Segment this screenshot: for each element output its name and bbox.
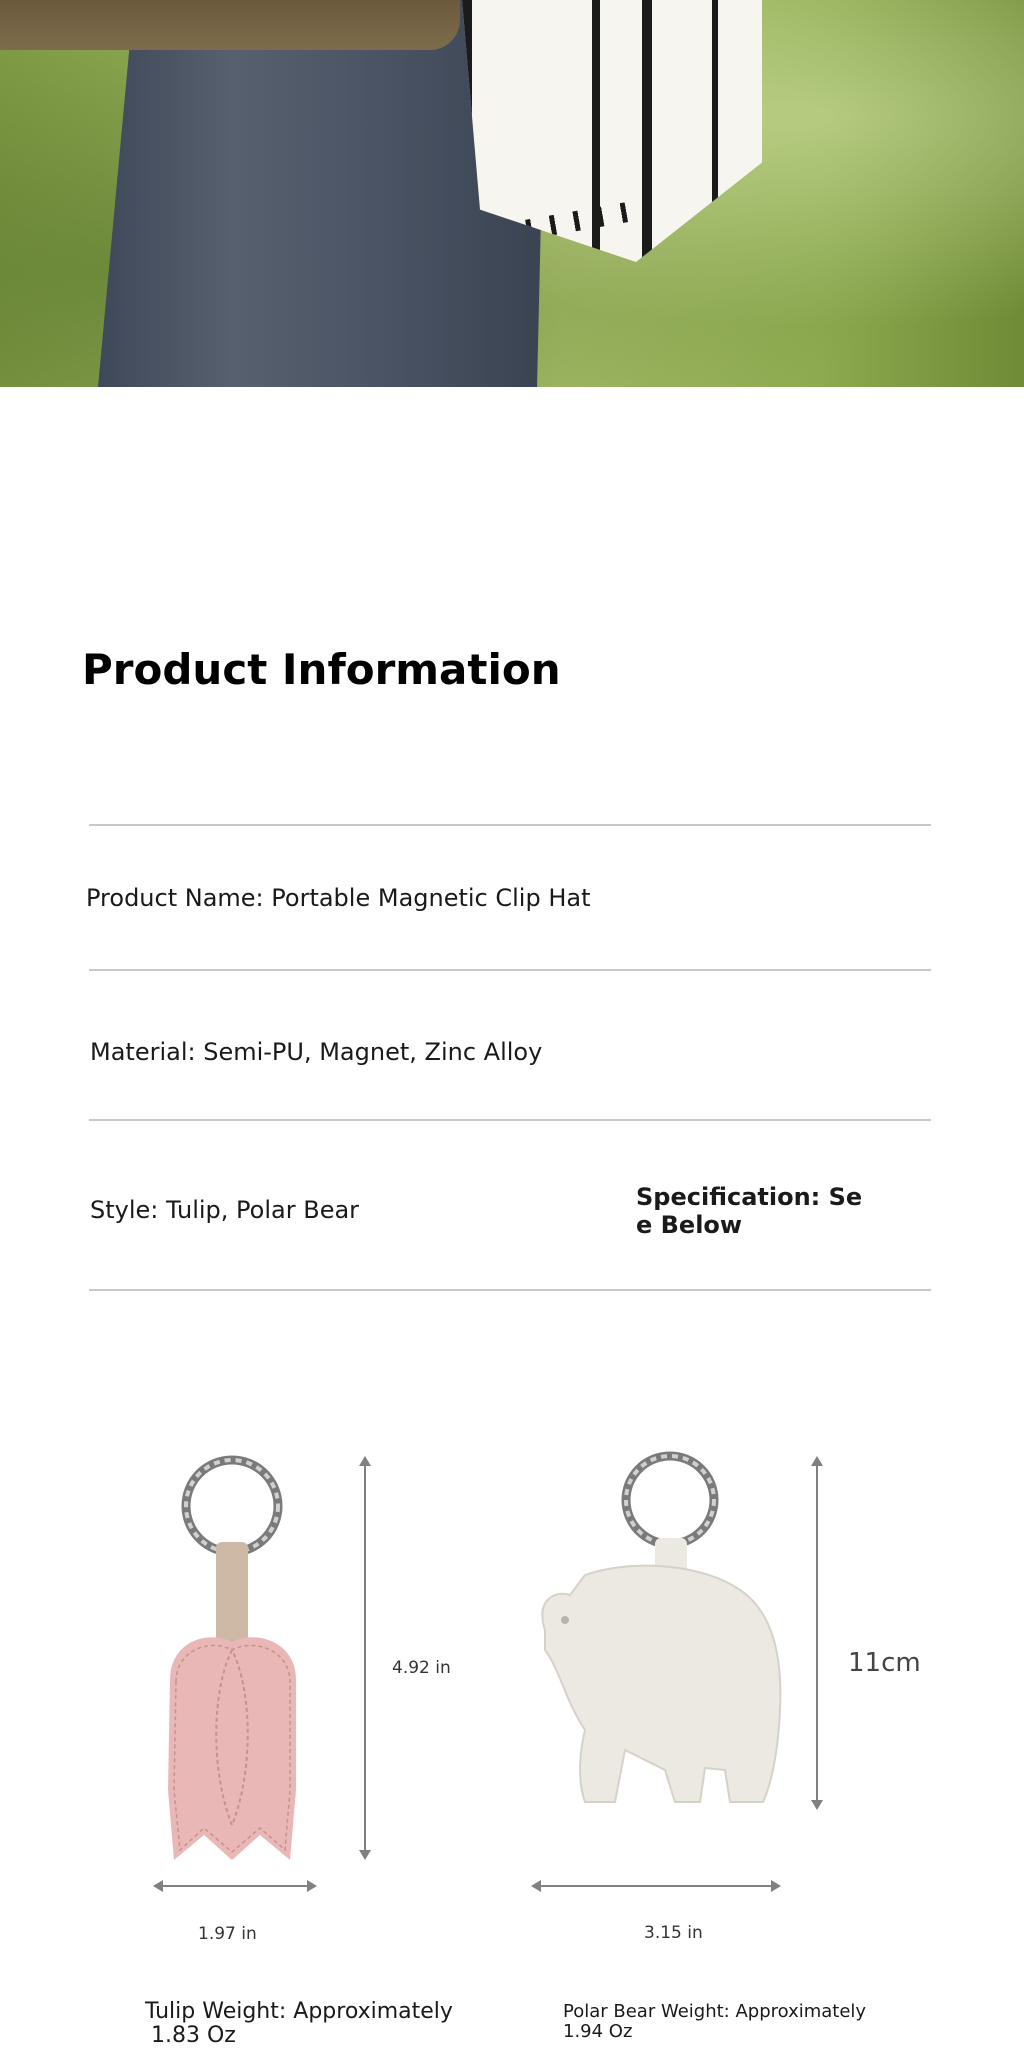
scarf-stripe [642, 0, 652, 262]
tulip-weight [145, 2000, 453, 2048]
bear-width-label: 3.15 in [644, 1923, 703, 1943]
polar-bear-keychain-image [525, 1450, 795, 1820]
tulip-height-label: 4.92 in [392, 1658, 451, 1678]
bear-height-label: 11cm [848, 1648, 921, 1678]
material-row: Material: Semi-PU, Magnet, Zinc Alloy [90, 1038, 543, 1066]
tulip-keychain-image [140, 1450, 340, 1870]
divider [89, 1119, 931, 1121]
bear-width-dimension [533, 1885, 779, 1887]
tulip-weight-line1: Tulip Weight: Approximately [145, 1999, 453, 2024]
tulip-width-dimension [155, 1885, 315, 1887]
tulip-height-dimension [364, 1458, 366, 1858]
bear-height-dimension [816, 1458, 818, 1808]
bear-weight [563, 2002, 866, 2042]
product-name-row: Product Name: Portable Magnetic Clip Hat [86, 884, 591, 912]
specification-cell: Specification: See Below [636, 1183, 863, 1239]
section-title: Product Information [82, 645, 561, 694]
style-row: Style: Tulip, Polar Bear [90, 1196, 360, 1224]
divider [89, 1289, 931, 1291]
divider [89, 824, 931, 826]
bear-weight-line2: 1.94 Oz [563, 2020, 633, 2042]
bear-weight-line1: Polar Bear Weight: Approximately [563, 2001, 867, 2022]
bag-strap [0, 0, 460, 50]
divider [89, 969, 931, 971]
tulip-weight-line2: 1.83 Oz [151, 2023, 236, 2048]
hero-photo [0, 0, 1024, 387]
tulip-width-label: 1.97 in [198, 1924, 257, 1944]
